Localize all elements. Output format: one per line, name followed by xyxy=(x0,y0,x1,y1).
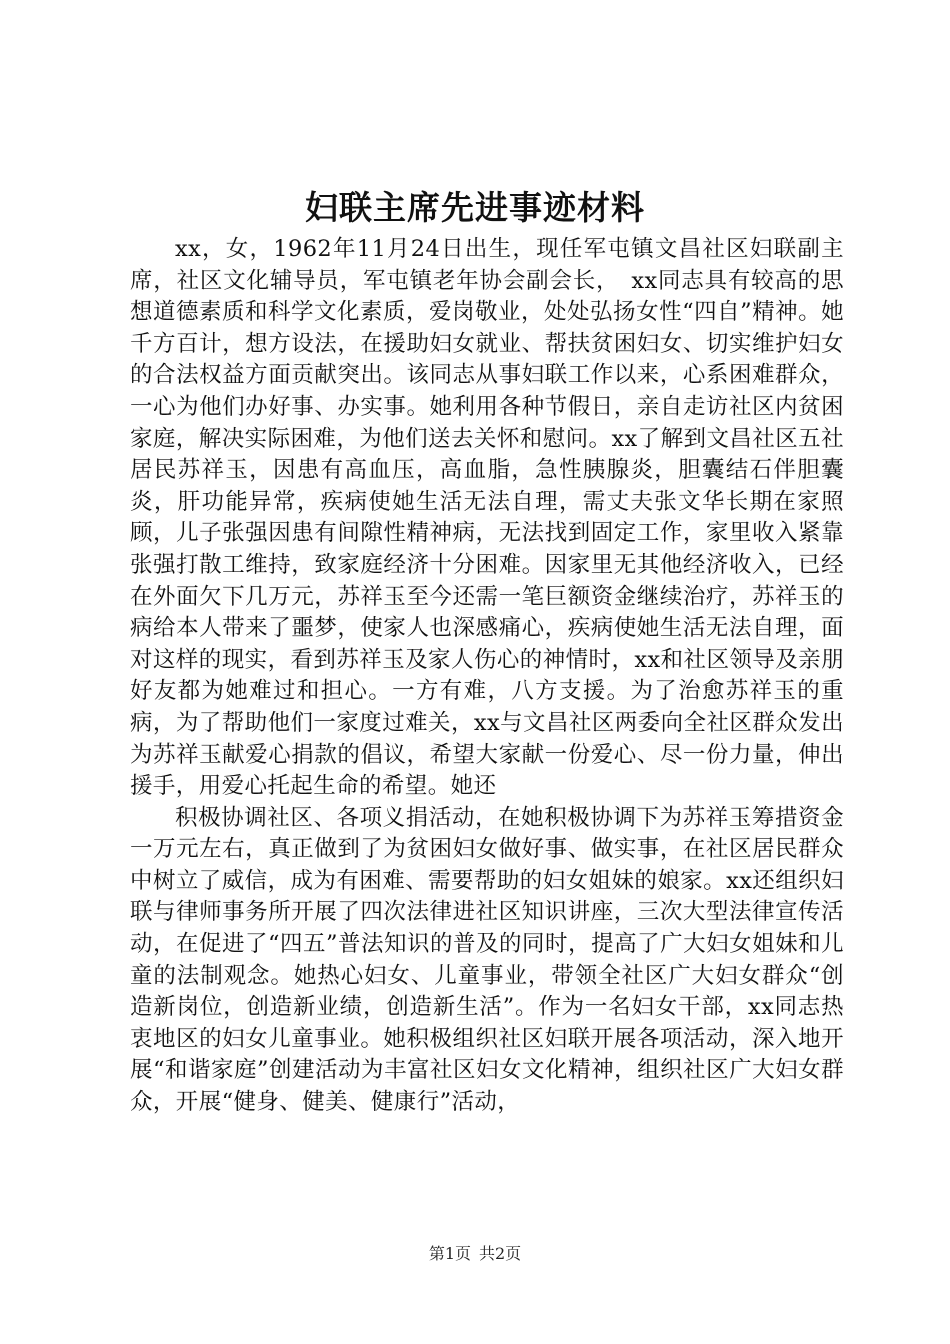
document-title: 妇联主席先进事迹材料 xyxy=(305,188,645,227)
paragraph-1: xx，女，1962年11月24日出生，现任军屯镇文昌社区妇联副主席，社区文化辅导员，军屯镇老年协会副会长， xx同志具有较高的思想道德素质和科学文化素质，爱岗敬业，处处弘扬女性“四自”精神。她千方百计，想方设法，在援助妇女就业、帮扶贫困妇女、切实维护妇女的合法权益方面贡献突出。该同志从事妇联工作以来，心系困难群众，一心为他们办好事、办实事。她利用各种节假日，亲自走访社区内贫困家庭，解决实际困难，为他们送去关怀和慰问。xx了解到文昌社区五社居民苏祥玉，因患有高血压，高血脂，急性胰腺炎，胆囊结石伴胆囊炎，肝功能异常，疾病使她生活无法自理，需丈夫张文华长期在家照顾，儿子张强因患有间隙性精神病，无法找到固定工作，家里收入紧靠张强打散工维持，致家庭经济十分困难。因家里无其他经济收入，已经在外面欠下几万元，苏祥玉至今还需一笔巨额资金继续治疗，苏祥玉的病给本人带来了噩梦，使家人也深感痛心，疾病使她生活无法自理，面对这样的现实，看到苏祥玉及家人伤心的神情时，xx和社区领导及亲朋好友都为她难过和担心。一方有难，八方支援。为了治愈苏祥玉的重病，为了帮助他们一家度过难关，xx与文昌社区两委向全社区群众发出为苏祥玉献爱心捐款的倡议，希望大家献一份爱心、尽一份力量，伸出援手，用爱心托起生命的希望。她还 xyxy=(130,236,844,800)
paragraph-2: 积极协调社区、各项义捐活动，在她积极协调下为苏祥玉筹措资金一万元左右，真正做到了为贫困妇女做好事、做实事，在社区居民群众中树立了威信，成为有困难、需要帮助的妇女姐妹的娘家。xx还组织妇联与律师事务所开展了四次法律进社区知识讲座，三次大型法律宣传活动，在促进了“四五”普法知识的普及的同时，提高了广大妇女姐妹和儿童的法制观念。她热心妇女、儿童事业，带领全社区广大妇女群众“创造新岗位，创造新业绩，创造新生活”。作为一名妇女干部，xx同志热衷地区的妇女儿童事业。她积极组织社区妇联开展各项活动，深入地开展“和谐家庭”创建活动为丰富社区妇女文化精神，组织社区广大妇女群众，开展“健身、健美、健康行”活动， xyxy=(130,804,844,1116)
page-number: 第1页 xyxy=(428,1244,471,1263)
page-footer xyxy=(0,1242,950,1266)
page-total: 共2页 xyxy=(479,1244,522,1263)
document-body xyxy=(130,234,844,1119)
